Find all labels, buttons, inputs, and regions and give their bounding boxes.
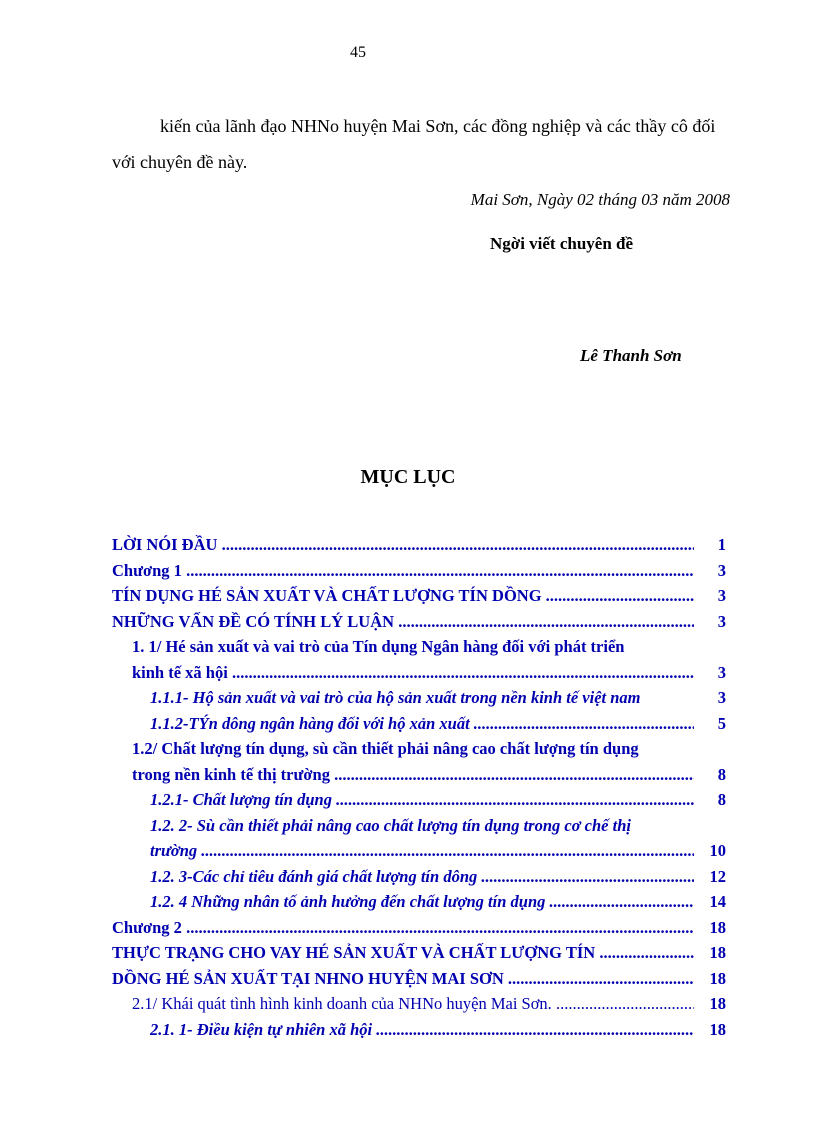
toc-entry-text: kinh tế xã hội ..... [132,663,694,683]
toc-entry-page: 12 [709,866,726,886]
toc-entry-text: THỰC TRẠNG CHO VAY HÉ SẢN XUẤT VÀ CHẤT LƯỢNG TÍN ..... [112,943,694,963]
toc-entry-page: 3 [717,688,726,707]
toc-entry-page: 3 [717,560,726,580]
toc-entry-text: 1. 1/ Hé sản xuất và vai trò của Tín dụng Ngân hàng đối với phát triển [132,637,625,656]
toc-entry-1-2-2-b[interactable] [112,841,728,867]
toc-entry-chapter-1-title-b[interactable] [112,612,728,638]
toc-entry-text: 1.2.1- Chất lượng tín dụng ..... [150,790,694,810]
toc-entry-page: 10 [709,841,726,860]
toc-entry-page: 18 [709,968,726,988]
toc-entry-text: TÍN DỤNG HÉ SẢN XUẤT VÀ CHẤT LƯỢNG TÍN DỒNG ..... [112,586,694,606]
toc-entry-text: trong nền kinh tế thị trường ..... [132,765,694,785]
toc-entry-page: 18 [709,917,726,937]
toc-entry-page: 8 [717,764,726,784]
body-paragraph: kiến của lãnh đạo NHNo huyện Mai Sơn, các đồng nghiệp và các thầy cô đối với chuyên đề này. [112,116,716,172]
toc-entry-chapter-2-title-b[interactable] [112,969,728,995]
toc-entry-page: 18 [709,1019,726,1039]
toc-entry-text: 1.2/ Chất lượng tín dụng, sù cần thiết phải nâng cao chất lượng tín dụng [132,739,639,758]
toc-entry-page: 3 [717,611,726,631]
signer-name: Lê Thanh Sơn [580,346,682,365]
toc-entry-page: 3 [717,662,726,682]
toc-entry-text: 1.2. 4 Những nhân tố ảnh hưởng đến chất lượng tín dụng ..... [150,892,694,912]
toc-entry-text: 1.2. 3-Các chỉ tiêu đánh giá chất lượng tín dông ..... [150,867,694,887]
toc-entry-1-2-2-a[interactable] [112,816,728,842]
toc-entry-page: 3 [717,586,726,605]
date-line: Mai Sơn, Ngày 02 tháng 03 năm 2008 [470,190,730,209]
toc-entry-text: 1.1.1- Hộ sản xuất và vai trò của hộ sản xuất trong nền kinh tế việt nam [150,688,641,707]
toc-entry-1-1-2[interactable] [112,714,728,740]
toc-title: MỤC LỤC [360,466,456,488]
toc-entry-1-1-b[interactable] [112,663,728,689]
toc-entry-page: 8 [717,790,726,809]
toc-entry-page: 1 [717,535,726,554]
page-number: 45 [350,44,366,61]
toc-entry-text: 2.1. 1- Điều kiện tự nhiên xã hội ..... [150,1020,694,1040]
toc-entry-page: 5 [717,713,726,733]
toc-entry-text: LỜI NÓI ĐẦU ..... [112,535,694,555]
toc-entry-2-1[interactable] [112,994,728,1020]
table-of-contents [112,535,728,1045]
toc-entry-chapter-1[interactable] [112,561,728,587]
signer-role: Ngời viết chuyên đề [490,234,634,253]
toc-entry-text: Chương 1 ..... [112,561,694,581]
toc-entry-page: 18 [709,943,726,962]
toc-entry-1-2-a[interactable] [112,739,728,765]
toc-entry-chapter-1-title-a[interactable] [112,586,728,612]
toc-entry-1-2-b[interactable] [112,765,728,791]
toc-entry-chapter-2-title-a[interactable] [112,943,728,969]
toc-entry-1-2-4[interactable] [112,892,728,918]
toc-entry-page: 14 [709,892,726,911]
toc-entry-text: NHỮNG VẤN ĐỀ CÓ TÍNH LÝ LUẬN ..... [112,612,694,632]
toc-entry-1-2-1[interactable] [112,790,728,816]
toc-entry-text: 2.1/ Khái quát tình hình kinh doanh của NHNo huyện Mai Sơn. ..... [132,994,694,1014]
toc-entry-1-2-3[interactable] [112,867,728,893]
toc-entry-text: DỒNG HÉ SẢN XUẤT TẠI NHNO HUYỆN MAI SƠN ..... [112,969,694,989]
toc-entry-text: trường ..... [150,841,694,861]
toc-entry-text: 1.2. 2- Sù cần thiết phải nâng cao chất lượng tín dụng trong cơ chế thị [150,815,631,835]
toc-entry-preface[interactable] [112,535,728,561]
toc-entry-page: 18 [709,994,726,1013]
toc-entry-2-1-1[interactable] [112,1020,728,1046]
toc-entry-text: 1.1.2-TÝn dông ngân hàng đối với hộ xản xuất ..... [150,714,694,734]
toc-entry-chapter-2[interactable] [112,918,728,944]
toc-entry-1-1-a[interactable] [112,637,728,663]
toc-entry-text: Chương 2 ..... [112,918,694,938]
toc-entry-1-1-1[interactable] [112,688,728,714]
